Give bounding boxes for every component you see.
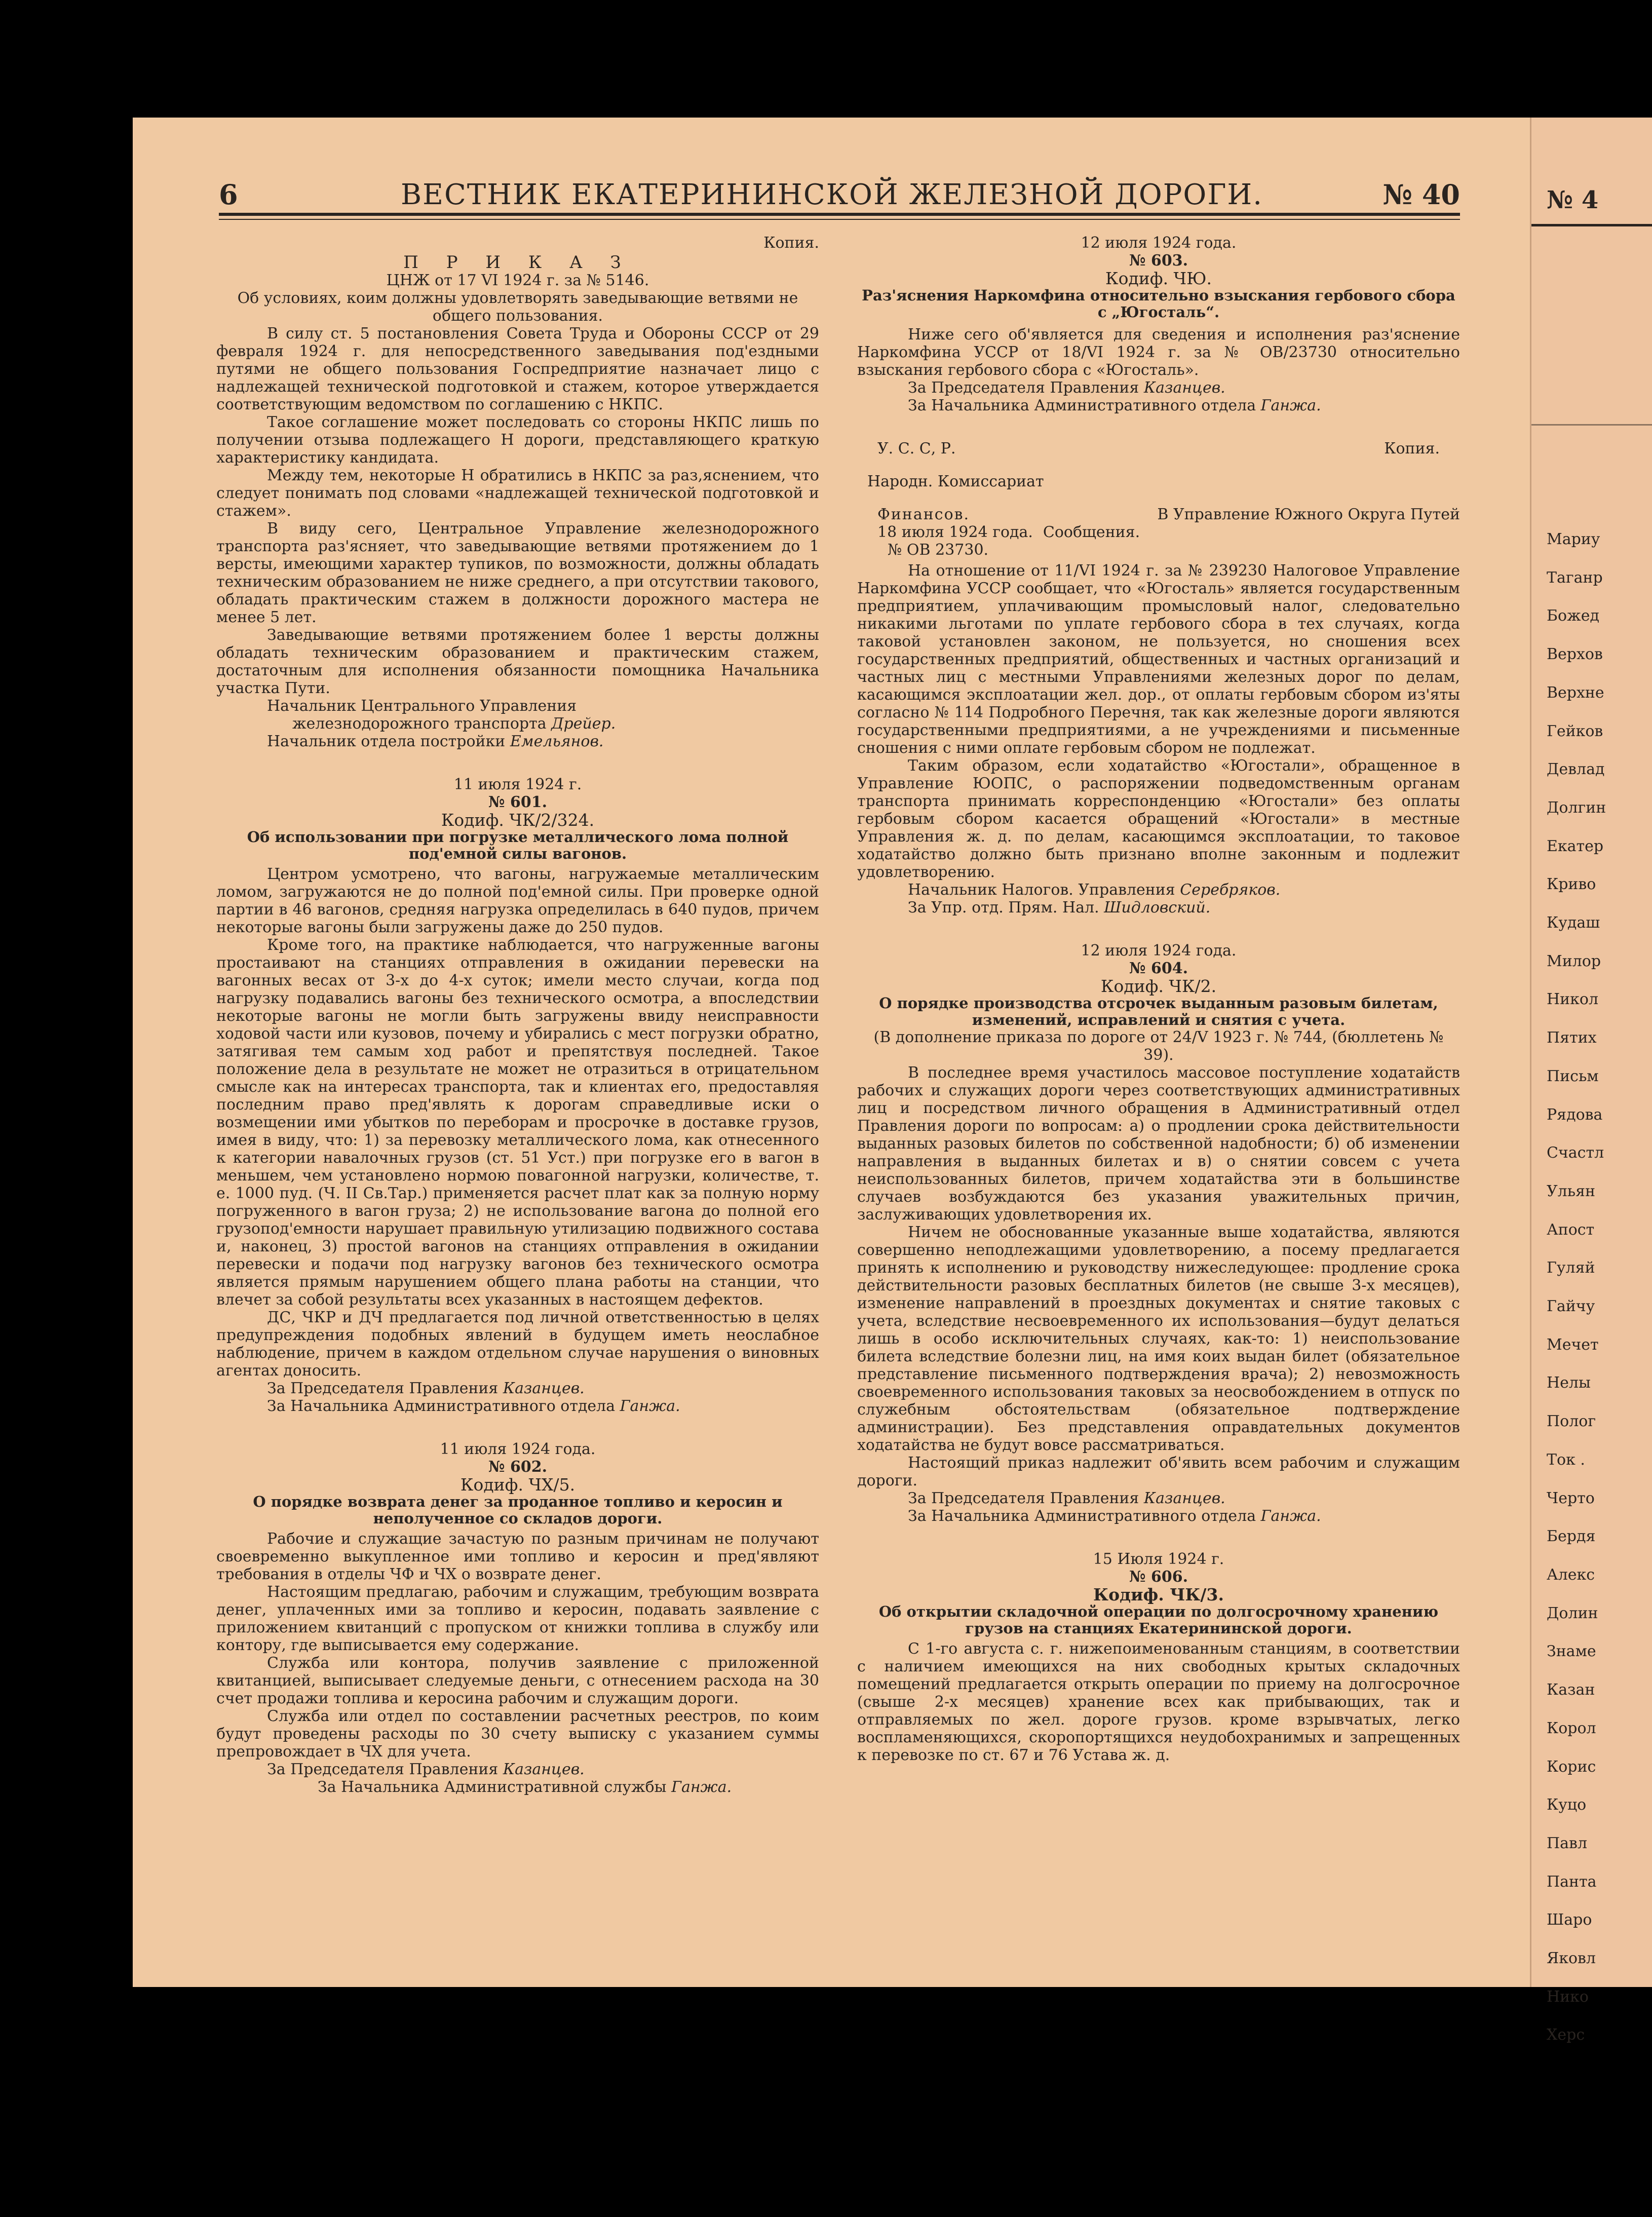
paragraph: ДС, ЧКР и ДЧ предлагается под личной ответственностью в целях предупреждения подобных явлений в будущем иметь неослабное наблюдение, причем в каждом отдельном случае нарушения о виновных агентах доносить.	[216, 1309, 819, 1380]
signatory-name: Казанцев.	[1143, 1489, 1225, 1507]
station-name: Божед	[1547, 607, 1599, 625]
station-name: Милор	[1547, 952, 1601, 970]
order-title: О порядке производства отсрочек выданным разовым билетам, изменений, исправлений и снятия с учета.	[879, 995, 1438, 1028]
order-title: Об открытии складочной операции по долгосрочному хранению грузов на станциях Екатерининской дороги.	[878, 1603, 1439, 1637]
order-date: 12 июля 1924 года.	[1081, 942, 1237, 960]
signatory-name: Дрейер.	[551, 715, 616, 733]
order-number: № 603.	[1129, 252, 1188, 270]
station-name: Бердя	[1547, 1527, 1596, 1546]
order-codification: Кодиф. ЧК/2.	[1100, 976, 1217, 996]
station-name: Рядова	[1547, 1105, 1603, 1124]
signatory-name: Казанцев.	[503, 1380, 585, 1397]
copy-mark: Копия.	[1384, 440, 1440, 457]
paragraph: Ниже сего об'является для сведения и исполнения раз'яснение Наркомфина УССР от 18/VI 1924 г. за № ОВ/23730 относительно взыскания гербового сбора с «Югосталь».	[857, 326, 1460, 379]
paragraph: Такое соглашение может последовать со стороны НКПС лишь по получении отзыва подлежащего Н дороги, представляющего краткую характеристику кандидата.	[216, 413, 819, 467]
paragraph: Служба или отдел по составлении расчетных реестров, по коим будут проведены расходы по 30 счету выписку с указанием суммы препровождает в ЧХ для учета.	[216, 1707, 819, 1761]
order-number: № 604.	[1129, 960, 1188, 977]
signatory-name: Шидловский.	[1104, 899, 1211, 916]
order-number: № 606.	[1129, 1568, 1188, 1586]
letter-issuer: У. С. С, Р.	[877, 440, 956, 457]
signatory-name: Ганжа.	[620, 1397, 680, 1415]
paragraph: В силу ст. 5 постановления Совета Труда и Обороны СССР от 29 февраля 1924 г. для непосредственного заведывания под'ездными путями не общего пользования Госпредприятие назначает лицо с надлежащей технической подготовкой и стажем, которое утверждается соответствующим ведомством по соглашению с НКПС.	[216, 325, 819, 413]
paragraph: Настоящим предлагаю, рабочим и служащим, требующим возврата денег, уплаченных ими за топливо и керосин, подавать заявление с приложением квитанций с пропуском от книжки топлива в службу или контору, где выписывается ему содержание.	[216, 1583, 819, 1654]
station-name: Мечет	[1547, 1335, 1599, 1354]
station-name: Павл	[1547, 1834, 1587, 1852]
station-name: Алекс	[1547, 1565, 1595, 1584]
station-name: Пятих	[1547, 1029, 1597, 1047]
signature-line: За Председателя Правления Казанцев.	[908, 379, 1225, 397]
station-name: Херс	[1547, 2026, 1585, 2044]
station-name: Верхне	[1547, 683, 1604, 702]
running-header	[219, 178, 1460, 214]
letter-date: 18 июля 1924 года.	[877, 523, 1033, 541]
station-list	[1547, 520, 1606, 2054]
adjacent-issue-number: № 4	[1547, 186, 1599, 214]
page-number: 6	[219, 178, 238, 211]
signature-line: За Председателя Правления Казанцев.	[267, 1761, 585, 1778]
station-name: Панта	[1547, 1872, 1597, 1891]
signatory-name: Казанцев.	[503, 1761, 585, 1778]
paragraph: Рабочие и служащие зачастую по разным причинам не получают своевременно выкупленное ими топливо и керосин и пред'являют требования в отделы ЧФ и ЧХ о возврате денег.	[216, 1530, 819, 1583]
order-number: № 601.	[488, 793, 548, 811]
publication-title: ВЕСТНИК ЕКАТЕРИНИНСКОЙ ЖЕЛЕЗНОЙ ДОРОГИ.	[400, 178, 1263, 211]
signature-line: За Упр. отд. Прям. Нал. Шидловский.	[908, 899, 1211, 916]
letter-address	[857, 506, 1460, 523]
copy-mark: Копия.	[763, 234, 819, 252]
signatory-name: Ганжа.	[671, 1778, 732, 1796]
station-name: Ток .	[1547, 1450, 1585, 1469]
header-rule-thin	[219, 219, 1460, 220]
station-name: Долгин	[1547, 798, 1606, 817]
signatory-name: Емельянов.	[510, 733, 604, 750]
adjacent-header-rule	[1531, 224, 1652, 226]
paragraph: Заведывающие ветвями протяжением более 1 версты должны обладать техническим образованием и практическим стажем, достаточным для исполнения обязанности помощника Начальника участка Пути.	[216, 626, 819, 697]
station-name: Мариу	[1547, 530, 1600, 548]
station-name: Таганр	[1547, 568, 1603, 587]
paragraph: Настоящий приказ надлежит об'явить всем рабочим и служащим дороги.	[857, 1454, 1460, 1489]
right-column	[857, 234, 1460, 1764]
station-name: Куцо	[1547, 1796, 1587, 1814]
paragraph: На отношение от 11/VI 1924 г. за № 239230 Налоговое Управление Наркомфина УССР сообщает, что «Югосталь» является государственным предприятием, уплачивающим промысловый налог, следовательно никакими льготами по уплате гербового сбора в тех случаях, когда таковой установлен законом, не пользуется, но сношения всех государственных предприятий, общественных и частных организаций и частных лиц с местными Управлениями железных дорог по делам, касающимся эксплоатации жел. дор., от оплаты гербовым сбором из'яты согласно № 114 Подробного Перечня, так как железные дороги являются государственными предприятиями, а не учреждениями и письменные сношения с ними оплате гербовым сбором не подлежат.	[857, 562, 1460, 757]
letter-recipient: В Управление Южного Округа Путей	[1157, 506, 1460, 523]
header-rule	[219, 213, 1460, 216]
letter-issuer: Народн. Комиссариат	[867, 473, 1044, 490]
letter-date-row	[857, 523, 1460, 541]
paragraph: В последнее время участилось массовое поступление ходатайств рабочих и служащих дороги через соответствующих административных лиц и посредством личного обращения в Административный отдел Правления дороги по вопросам: а) о продлении срока действительности выданных разовых билетов по собственной надобности; б) об изменении направления в выданных билетах и в) о снятии совсем с учета неиспользованных билетов, причем ходатайства эти в большинстве случаев возбуждаются без указания уважительных причин, заслуживающих удовлетворения их.	[857, 1064, 1460, 1224]
signatory-name: Серебряков.	[1180, 881, 1281, 899]
paragraph: Кроме того, на практике наблюдается, что нагруженные вагоны простаивают на станциях отправления в ожидании перевески на вагонных весах от 3-х до 4-х суток; имели место случаи, когда под нагрузку подавались вагоны без технического осмотра, а впоследствии некоторые вагоны не могли быть загружены ввиду неисправности ходовой части или кузовов, почему и убирались с мест погрузки обратно, затягивая тем самым ход работ и препятствуя последней. Такое положение дела в результате не может не отразиться в отрицательном смысле как на интересах транспорта, так и клиентах его, предоставляя последним право пред'являть к дорогам справедливые иски о возмещении ими убытков по переборам и просрочке в доставке грузов, имея в виду, что: 1) за перевозку металлического лома, как отнесенного к категории навалочных грузов (ст. 51 Уст.) при погрузке его в вагон в меньшем, чем установлено нормою повагонной нагрузки, количестве, т. е. 1000 пуд. (Ч. II Св.Тар.) применяется расчет плат как за полную норму погруженного в вагон груза; 2) не использование вагона до полной его грузопод'емности нарушает правильную утилизацию подвижного состава и, наконец, 3) простой вагонов на станциях отправления в ожидании перевески и подачи под нагрузку вагонов без технического осмотра является прямым нарушением общего плана работы на станции, что влечет за собой результаты всех указанных в настоящем дефектов.	[216, 936, 819, 1309]
station-name: Черто	[1547, 1489, 1595, 1507]
station-name: Нелы	[1547, 1374, 1591, 1392]
paragraph: Таким образом, если ходатайство «Югостали», обращенное в Управление ЮОПС, о распоряжении подведомственным органам транспорта принимать корреспонденцию «Югостали» без оплаты гербовым сбором касается обращений «Югостали» в местные Управления ж. д. по делам, касающимся эксплоатации, то таковое ходатайство должно быть признано вполне законным и подлежит удовлетворению.	[857, 757, 1460, 881]
station-name: Корол	[1547, 1719, 1596, 1737]
issue-number: № 40	[1382, 178, 1460, 211]
station-name: Ульян	[1547, 1182, 1595, 1200]
station-name: Гейков	[1547, 722, 1603, 740]
signatory-name: Казанцев.	[1143, 379, 1225, 397]
order-date: 12 июля 1924 года.	[1081, 234, 1237, 252]
station-name: Счастл	[1547, 1144, 1604, 1162]
letter-number: № ОВ 23730.	[888, 541, 989, 559]
order-codification: Кодиф. ЧЮ.	[1105, 269, 1212, 288]
order-date: 11 июля 1924 г.	[453, 776, 582, 793]
order-note: (В дополнение приказа по дороге от 24/V 1923 г. № 744, (бюллетень № 39).	[873, 1028, 1444, 1064]
station-name: Апост	[1547, 1220, 1595, 1239]
left-column	[216, 234, 819, 1796]
signature-line: Начальник Центрального Управления	[267, 697, 577, 715]
signature-line: За Председателя Правления Казанцев.	[908, 1489, 1225, 1507]
station-name: Полог	[1547, 1412, 1596, 1431]
order-heading: П Р И К А З	[403, 252, 632, 273]
station-name: Письм	[1547, 1067, 1599, 1085]
order-title: О порядке возврата денег за проданное топливо и керосин и неполученное со складов дороги.	[253, 1493, 783, 1527]
paragraph: С 1-го августа с. г. нижепоименованным станциям, в соответствии с наличием имеющихся на них свободных крытых складочных помещений предлагается открыть операции по приему на долгосрочное (свыше 2-х месяцев) хранение всех как прибывающих, так и отправляемых по жел. дороге грузов. кроме взрывчатых, легко воспламеняющихся, скоропортящихся неудобохранимых и запрещенных к перевозке по ст. 67 и 76 Устава ж. д.	[857, 1640, 1460, 1764]
order-codification: Кодиф. ЧХ/5.	[460, 1475, 575, 1495]
order-date: 15 Июля 1924 г.	[1093, 1550, 1224, 1568]
adjacent-header-rule-thin	[1531, 424, 1652, 426]
station-name: Гуляй	[1547, 1259, 1595, 1277]
station-name: Знаме	[1547, 1642, 1596, 1661]
order-number: № 602.	[488, 1458, 548, 1476]
station-name: Криво	[1547, 875, 1596, 894]
order-date: 11 июля 1924 года.	[440, 1440, 596, 1458]
order-ref: ЦНЖ от 17 VI 1924 г. за № 5146.	[386, 272, 649, 289]
signature-line: За Начальника Административной службы Ганжа.	[318, 1778, 732, 1796]
station-name: Корис	[1547, 1757, 1596, 1776]
signature-line: За Председателя Правления Казанцев.	[267, 1380, 585, 1397]
station-name: Кудаш	[1547, 914, 1600, 932]
station-name: Шаро	[1547, 1911, 1592, 1929]
letter-recipient: Сообщения.	[1043, 523, 1140, 541]
order-codification: Кодиф. ЧК/2/324.	[441, 810, 595, 830]
station-name: Гайчу	[1547, 1297, 1595, 1316]
station-name: Верхов	[1547, 645, 1603, 664]
paragraph: Служба или контора, получив заявление с приложенной квитанцией, выписывает следуемые деньги, с отнесением расхода на 30 счет продажи топлива и керосина рабочим и служащим дороги.	[216, 1654, 819, 1707]
letter-issuer: Финансов.	[877, 506, 970, 523]
order-title: Раз'яснения Наркомфина относительно взыскания гербового сбора с „Югосталь“.	[862, 287, 1455, 321]
station-name: Девлад	[1547, 760, 1605, 779]
order-codification: Кодиф. ЧК/3.	[1093, 1585, 1224, 1604]
signature-line: Начальник Налогов. Управления Серебряков.	[908, 881, 1281, 899]
paragraph: В виду сего, Центральное Управление железнодорожного транспорта раз'ясняет, что заведывающие ветвями протяжением до 1 версты, имеющими характер тупиков, по возможности, должны обладать техническим образованием не ниже среднего, а при отсутствии такового, обладать практическим стажем в должности дорожного мастера не менее 5 лет.	[216, 520, 819, 626]
station-name: Казан	[1547, 1681, 1595, 1699]
signature-line: За Начальника Административного отдела Ганжа.	[267, 1397, 680, 1415]
signature-line: За Начальника Административного отдела Ганжа.	[908, 1507, 1321, 1525]
station-name: Долин	[1547, 1604, 1598, 1622]
adjacent-page-fragment	[1530, 118, 1652, 2044]
letter-head	[857, 440, 1460, 457]
newspaper-page	[133, 118, 1530, 1987]
paragraph: Ничем не обоснованные указанные выше ходатайства, являются совершенно неподлежащими удовлетворению, а посему предлагается принять к исполнению и руководству нижеследующее: продление срока действительности разовых бесплатных билетов (не свыше 3-х месяцев), изменение направлений в проездных документах и снятие таковых с учета, вследствие несвоевременного их использования—будут делаться лишь в особо исключительных случаях, как-то: 1) неиспользование билета вследствие болезни лиц, на имя коих выдан билет (обязательное представление письменного подтверждения врача); 2) невозможность своевременного использования таковых за неосвобождением в отпуск по служебным обстоятельствам (обязательное подтверждение администрации). Без представления оправдательных документов ходатайства не будут вовсе рассматриваться.	[857, 1224, 1460, 1454]
signature-line: За Начальника Административного отдела Ганжа.	[908, 397, 1321, 414]
paragraph: Центром усмотрено, что вагоны, нагружаемые металлическим ломом, загружаются не до полной под'емной силы. При проверке одной партии в 46 вагонов, средняя нагрузка определилась в 640 пудов, причем некоторые вагоны были загружены даже до 250 пудов.	[216, 865, 819, 936]
station-name: Яковл	[1547, 1950, 1596, 1968]
station-name: Екатер	[1547, 837, 1604, 855]
signature-line: железнодорожного транспорта Дрейер.	[292, 715, 616, 733]
station-name: Нико	[1547, 1987, 1589, 2006]
signatory-name: Ганжа.	[1260, 397, 1321, 414]
paragraph: Между тем, некоторые Н обратились в НКПС за раз,яснением, что следует понимать под словами «надлежащей технической подготовкой и стажем».	[216, 467, 819, 520]
station-name: Никол	[1547, 990, 1599, 1009]
order-title: Об использовании при погрузке металлического лома полной под'емной силы вагонов.	[247, 828, 789, 862]
signatory-name: Ганжа.	[1260, 1507, 1321, 1525]
signature-line: Начальник отдела постройки Емельянов.	[267, 733, 604, 750]
order-subject: Об условиях, коим должны удовлетворять заведывающие ветвями не общего пользования.	[237, 289, 798, 325]
